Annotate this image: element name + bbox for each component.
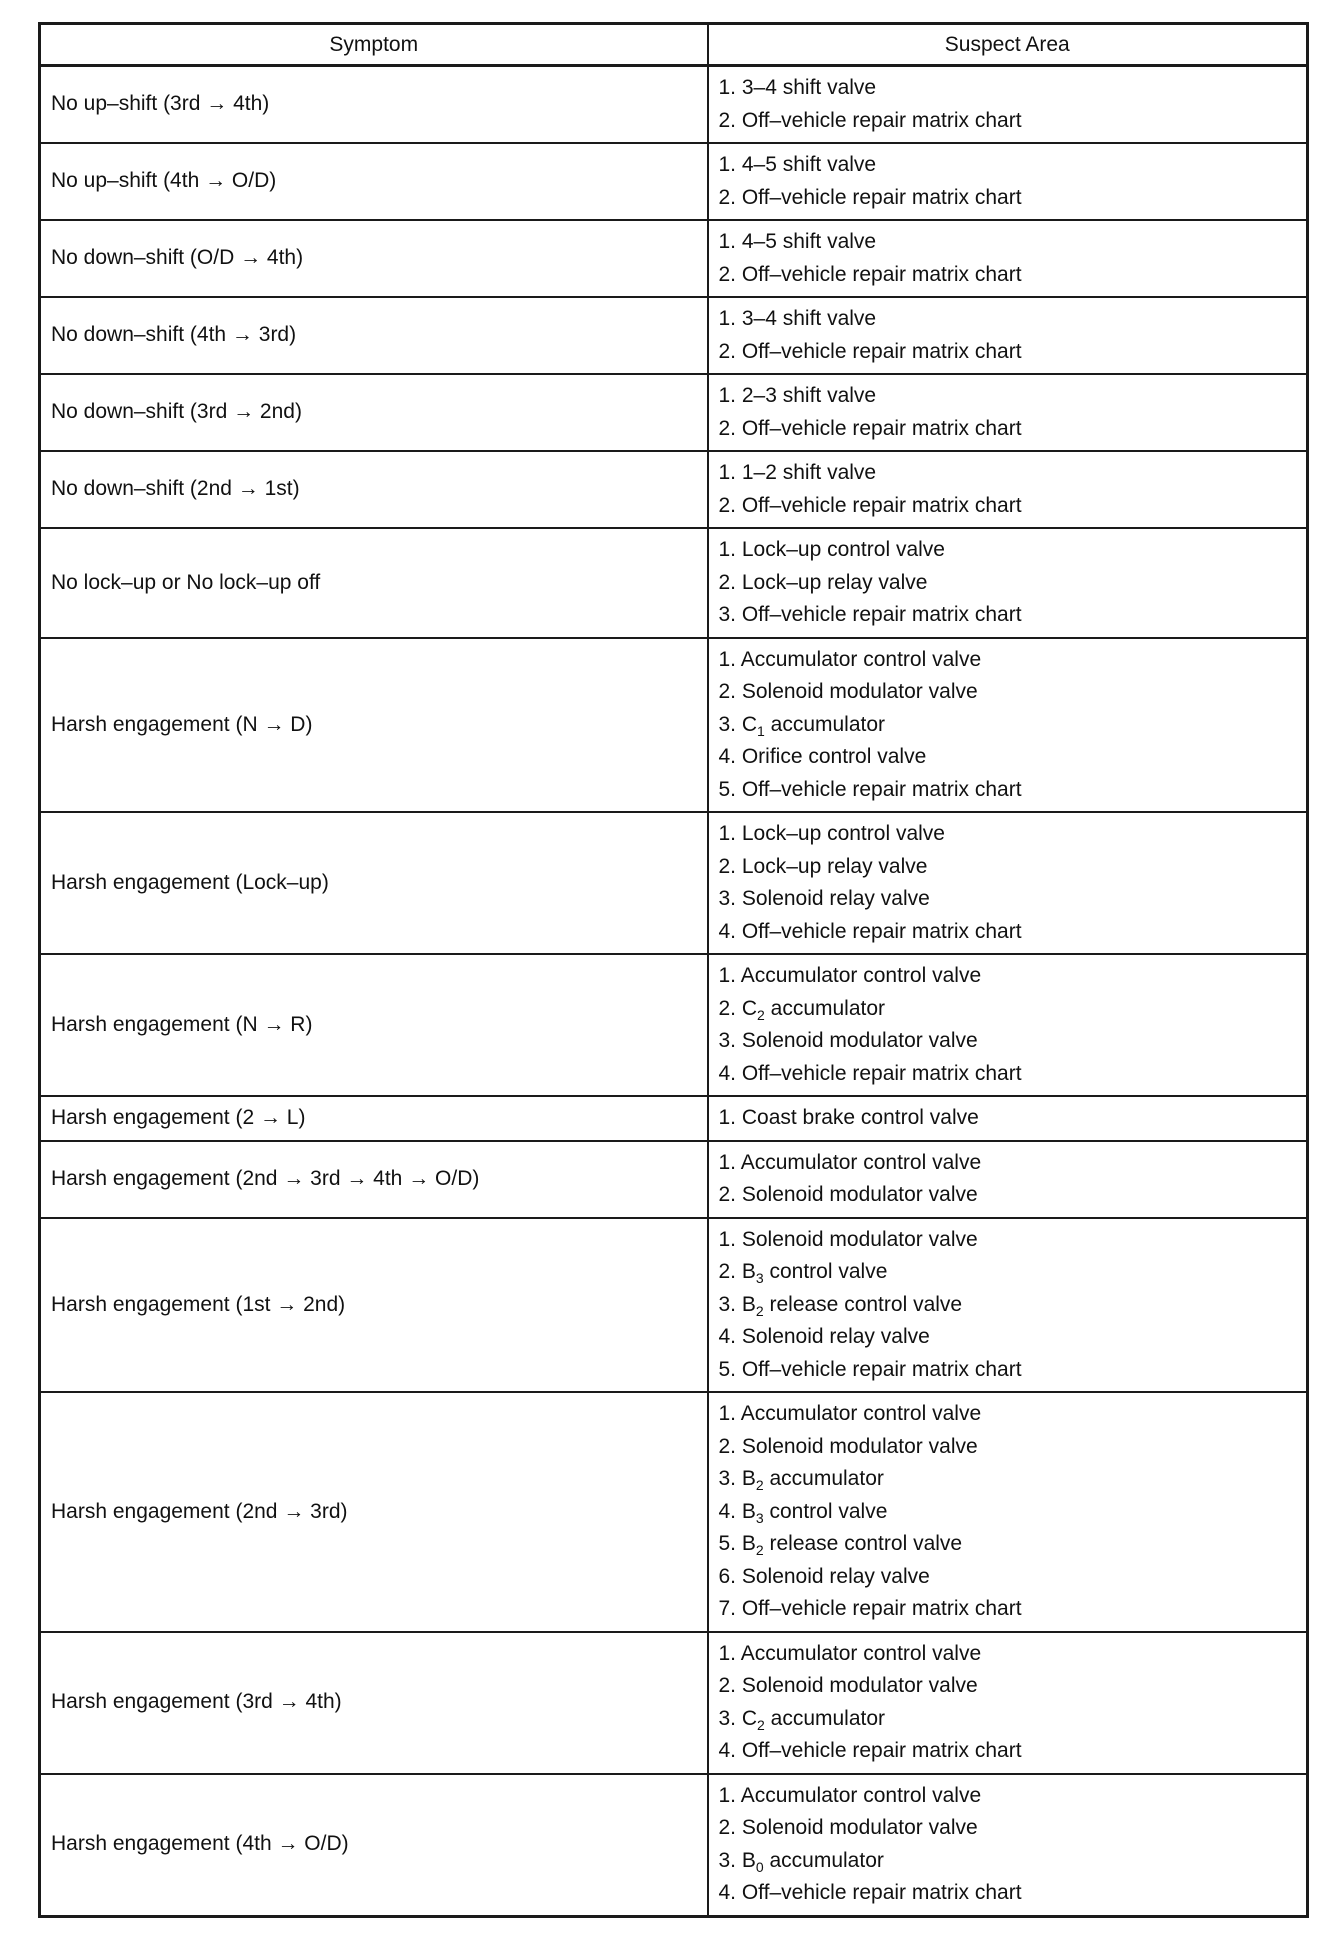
suspect-area-cell xyxy=(708,374,1308,451)
symptom-cell: Harsh engagement (2 → L) xyxy=(40,1096,708,1141)
suspect-area-list xyxy=(719,534,1307,632)
table-row xyxy=(40,451,1308,528)
suspect-area-item: 2. Solenoid modulator valve xyxy=(718,1674,978,1697)
suspect-area-cell xyxy=(708,1392,1308,1632)
suspect-area-item: 7. Off–vehicle repair matrix chart xyxy=(718,1597,1022,1620)
suspect-area-item: 2. Off–vehicle repair matrix chart xyxy=(718,339,1022,363)
suspect-area-item: 1. 3–4 shift valve xyxy=(718,307,877,330)
table-row xyxy=(40,1141,1308,1218)
suspect-area-item: 3. Solenoid modulator valve xyxy=(718,1029,978,1052)
suspect-area-item: 4. Solenoid relay valve xyxy=(718,1325,930,1348)
table-body xyxy=(40,66,1308,1917)
suspect-area-list xyxy=(719,226,1307,291)
suspect-area-item: 1. Accumulator control valve xyxy=(718,1783,982,1807)
table-row xyxy=(40,1392,1308,1632)
suspect-area-item: 1. Accumulator control valve xyxy=(718,1641,982,1665)
table-row xyxy=(40,297,1308,374)
suspect-area-item: 4. Off–vehicle repair matrix chart xyxy=(718,919,1022,943)
table-row xyxy=(40,143,1308,220)
suspect-area-item: 1. 4–5 shift valve xyxy=(718,153,877,176)
table-row xyxy=(40,1096,1308,1141)
suspect-area-list xyxy=(719,960,1307,1090)
suspect-area-cell xyxy=(708,297,1308,374)
suspect-area-column-header: Suspect Area xyxy=(708,24,1308,66)
suspect-area-list xyxy=(719,644,1307,807)
suspect-area-list xyxy=(719,1224,1307,1387)
suspect-area-list xyxy=(719,457,1307,522)
symptom-cell: No down–shift (3rd → 2nd) xyxy=(40,374,708,451)
suspect-area-item: 3. Off–vehicle repair matrix chart xyxy=(718,603,1022,626)
suspect-area-list xyxy=(719,818,1307,948)
table-row xyxy=(40,812,1308,954)
suspect-area-item: 3. $B_2$ accumulator xyxy=(718,1467,884,1494)
suspect-area-cell xyxy=(708,1218,1308,1393)
suspect-area-item: 1. Coast brake control valve xyxy=(718,1106,979,1129)
suspect-area-item: 1. Accumulator control valve xyxy=(718,1150,982,1174)
suspect-area-item: 3. $B_2$ release control valve xyxy=(718,1292,963,1319)
suspect-area-cell xyxy=(708,1141,1308,1218)
suspect-area-list xyxy=(719,1780,1307,1910)
symptom-cell: Harsh engagement (2nd → 3rd → 4th → O/D) xyxy=(40,1141,708,1218)
suspect-area-item: 4. Orifice control valve xyxy=(718,745,927,768)
suspect-area-item: 1. Accumulator control valve xyxy=(718,647,982,671)
suspect-area-item: 1. 3–4 shift valve xyxy=(718,76,877,99)
suspect-area-item: 2. Off–vehicle repair matrix chart xyxy=(718,493,1022,517)
suspect-area-item: 1. Lock–up control valve xyxy=(718,822,945,845)
symptom-cell: No down–shift (O/D → 4th) xyxy=(40,220,708,297)
suspect-area-item: 1. 2–3 shift valve xyxy=(718,384,877,407)
suspect-area-list xyxy=(719,149,1307,214)
suspect-area-cell xyxy=(708,812,1308,954)
suspect-area-cell xyxy=(708,66,1308,144)
symptom-cell: Harsh engagement (3rd → 4th) xyxy=(40,1632,708,1774)
suspect-area-cell xyxy=(708,954,1308,1096)
table-row xyxy=(40,374,1308,451)
suspect-area-cell xyxy=(708,143,1308,220)
suspect-area-item: 2. Off–vehicle repair matrix chart xyxy=(718,416,1022,440)
symptom-cell: No up–shift (3rd → 4th) xyxy=(40,66,708,144)
suspect-area-item: 1. Accumulator control valve xyxy=(718,964,982,987)
suspect-area-list xyxy=(719,72,1307,137)
suspect-area-item: 5. Off–vehicle repair matrix chart xyxy=(718,777,1022,801)
symptom-cell: No down–shift (2nd → 1st) xyxy=(40,451,708,528)
suspect-area-list xyxy=(719,380,1307,445)
suspect-area-item: 2. Off–vehicle repair matrix chart xyxy=(718,262,1022,286)
suspect-area-item: 6. Solenoid relay valve xyxy=(718,1564,930,1588)
suspect-area-list xyxy=(719,1638,1307,1768)
table-row xyxy=(40,1218,1308,1393)
suspect-area-item: 2. $C_2$ accumulator xyxy=(718,996,886,1023)
symptom-cell: Harsh engagement (Lock–up) xyxy=(40,812,708,954)
table-row xyxy=(40,528,1308,638)
suspect-area-item: 4. Off–vehicle repair matrix chart xyxy=(718,1061,1022,1085)
suspect-area-item: 4. Off–vehicle repair matrix chart xyxy=(718,1881,1022,1904)
suspect-area-cell xyxy=(708,1096,1308,1141)
suspect-area-item: 1. 4–5 shift valve xyxy=(718,230,877,253)
suspect-area-list xyxy=(719,1102,1307,1135)
suspect-area-item: 5. Off–vehicle repair matrix chart xyxy=(718,1357,1022,1381)
suspect-area-item: 1. Accumulator control valve xyxy=(718,1402,982,1425)
suspect-area-item: 4. $B_3$ control valve xyxy=(718,1499,888,1526)
table-row xyxy=(40,220,1308,297)
table-row xyxy=(40,66,1308,144)
header-row xyxy=(40,24,1308,66)
symptom-table xyxy=(38,22,1309,1918)
suspect-area-item: 1. 1–2 shift valve xyxy=(718,461,877,484)
symptom-cell: Harsh engagement (N → R) xyxy=(40,954,708,1096)
suspect-area-cell xyxy=(708,220,1308,297)
symptom-cell: Harsh engagement (N → D) xyxy=(40,638,708,813)
suspect-area-item: 4. Off–vehicle repair matrix chart xyxy=(718,1739,1022,1762)
suspect-area-cell xyxy=(708,451,1308,528)
table-row xyxy=(40,1774,1308,1917)
suspect-area-item: 2. Lock–up relay valve xyxy=(718,854,928,878)
suspect-area-item: 2. Solenoid modulator valve xyxy=(718,680,978,703)
suspect-area-cell xyxy=(708,638,1308,813)
suspect-area-cell xyxy=(708,1774,1308,1917)
suspect-area-cell xyxy=(708,528,1308,638)
suspect-area-item: 1. Lock–up control valve xyxy=(718,538,945,561)
symptom-column-header: Symptom xyxy=(40,24,708,66)
suspect-area-item: 1. Solenoid modulator valve xyxy=(718,1227,978,1251)
suspect-area-list xyxy=(719,1147,1307,1212)
suspect-area-item: 3. $C_2$ accumulator xyxy=(718,1706,886,1733)
symptom-cell: Harsh engagement (2nd → 3rd) xyxy=(40,1392,708,1632)
table-row xyxy=(40,954,1308,1096)
suspect-area-item: 3. Solenoid relay valve xyxy=(718,887,930,910)
symptom-cell: No up–shift (4th → O/D) xyxy=(40,143,708,220)
suspect-area-item: 2. $B_3$ control valve xyxy=(718,1260,888,1287)
suspect-area-item: 3. $B_0$ accumulator xyxy=(718,1848,884,1875)
symptom-cell: Harsh engagement (4th → O/D) xyxy=(40,1774,708,1917)
symptom-cell: No down–shift (4th → 3rd) xyxy=(40,297,708,374)
suspect-area-cell xyxy=(708,1632,1308,1774)
suspect-area-item: 3. $C_1$ accumulator xyxy=(718,712,886,739)
suspect-area-item: 2. Solenoid modulator valve xyxy=(718,1183,978,1206)
suspect-area-item: 2. Solenoid modulator valve xyxy=(718,1816,978,1839)
symptom-cell: No lock–up or No lock–up off xyxy=(40,528,708,638)
suspect-area-item: 2. Solenoid modulator valve xyxy=(718,1434,978,1458)
suspect-area-item: 2. Off–vehicle repair matrix chart xyxy=(718,185,1022,209)
table-row xyxy=(40,638,1308,813)
symptom-cell: Harsh engagement (1st → 2nd) xyxy=(40,1218,708,1393)
table-row xyxy=(40,1632,1308,1774)
suspect-area-item: 5. $B_2$ release control valve xyxy=(718,1532,963,1559)
suspect-area-list xyxy=(719,303,1307,368)
suspect-area-item: 2. Lock–up relay valve xyxy=(718,570,928,594)
suspect-area-item: 2. Off–vehicle repair matrix chart xyxy=(718,108,1022,132)
suspect-area-list xyxy=(719,1398,1307,1626)
